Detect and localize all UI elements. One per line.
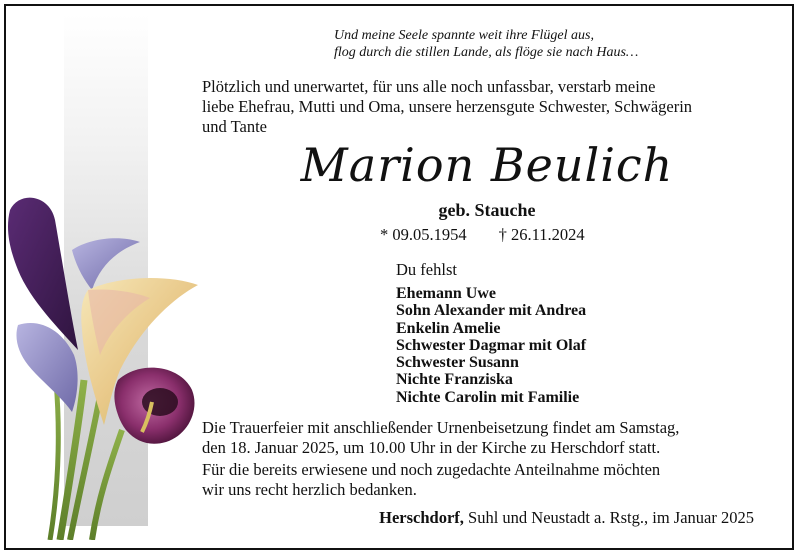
- funeral-info: [202, 418, 762, 458]
- poem-line: flog durch die stillen Lande, als flöge sie nach Haus…: [334, 45, 639, 60]
- mourner-item: Ehemann Uwe: [396, 285, 497, 302]
- intro-text: [202, 77, 742, 137]
- signoff-rest: Suhl und Neustadt a. Rstg., im Januar 2025: [463, 508, 754, 527]
- mourners-intro: Du fehlst: [396, 260, 457, 279]
- poem: [334, 27, 754, 61]
- mourner-item: Enkelin Amelie: [396, 319, 501, 337]
- mourner-item: Schwester Dagmar mit Olaf: [396, 336, 587, 354]
- death-date: † 26.11.2024: [498, 225, 585, 244]
- funeral-line: Die Trauerfeier mit anschließender Urnenbeisetzung findet am Samstag,: [202, 418, 680, 437]
- signoff: [379, 508, 754, 528]
- mourner-item: Nichte Franziska: [396, 371, 513, 389]
- mourner-item: Schwester Susann: [396, 354, 519, 372]
- thanks-text: [202, 460, 762, 500]
- thanks-line: Für die bereits erwiesene und noch zugedachte Anteilnahme möchten: [202, 460, 661, 479]
- mourners-list: [396, 285, 586, 406]
- funeral-line: den 18. Januar 2025, um 10.00 Uhr in der Kirche zu Herschdorf statt.: [202, 438, 661, 457]
- signoff-place: Herschdorf,: [379, 508, 464, 527]
- birth-date: * 09.05.1954: [380, 225, 467, 244]
- intro-line: liebe Ehefrau, Mutti und Oma, unsere herzensgute Schwester, Schwägerin: [202, 97, 693, 116]
- intro-line: und Tante: [202, 117, 267, 136]
- mourner-item: Nichte Carolin mit Familie: [396, 388, 580, 406]
- life-dates: [380, 225, 585, 245]
- birth-name: geb. Stauche: [438, 200, 536, 220]
- mourner-item: Sohn Alexander mit Andrea: [396, 302, 587, 320]
- deceased-name: Marion Beulich: [300, 138, 674, 192]
- calla-lily-image: [0, 180, 220, 540]
- thanks-line: wir uns recht herzlich bedanken.: [202, 480, 417, 499]
- poem-line: Und meine Seele spannte weit ihre Flügel aus,: [334, 28, 594, 43]
- intro-line: Plötzlich und unerwartet, für uns alle noch unfassbar, verstarb meine: [202, 77, 656, 96]
